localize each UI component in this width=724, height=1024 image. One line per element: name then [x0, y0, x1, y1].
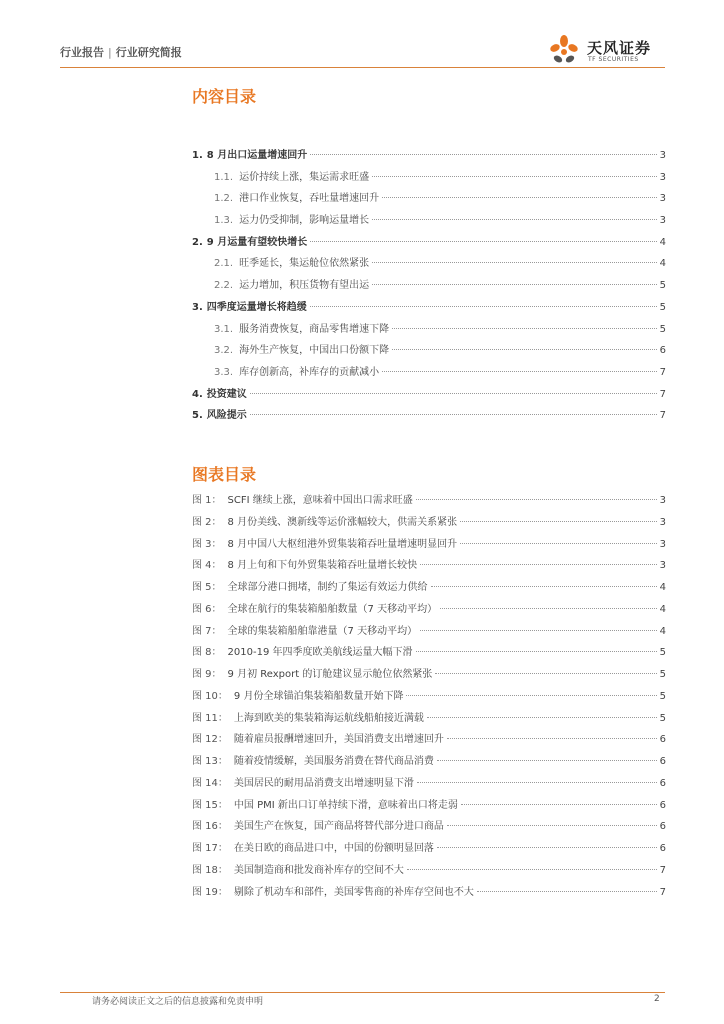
figure-page: 6: [659, 777, 666, 789]
table-of-contents: [192, 146, 666, 428]
toc-entry-number: 3.: [192, 301, 203, 313]
toc-entry-title: 风险提示: [206, 410, 247, 422]
toc-leader-dots: [372, 262, 657, 263]
figure-entry[interactable]: [192, 665, 666, 687]
figure-entry[interactable]: [192, 752, 666, 774]
figure-caption: 随着雇员报酬增速回升，美国消费支出增速回升: [233, 734, 444, 746]
toc-entry-page: 5: [659, 323, 666, 335]
toc-leader-dots: [392, 328, 657, 329]
figure-leader-dots: [431, 586, 657, 587]
toc-heading: 内容目录: [192, 87, 257, 106]
figure-entry[interactable]: [192, 839, 666, 861]
figure-number: 图 12：: [192, 734, 228, 746]
figure-caption: 美国生产在恢复，国产商品将替代部分进口商品: [233, 821, 444, 833]
figure-caption: 8 月中国八大枢纽港外贸集装箱吞吐量增速明显回升: [227, 538, 458, 550]
figure-caption: 全球的集装箱船舶靠港量（7 天移动平均）: [227, 625, 418, 637]
toc-entry-page: 5: [659, 280, 666, 292]
figures-heading: 图表目录: [192, 465, 257, 484]
figure-leader-dots: [427, 717, 657, 718]
figure-number: 图 11：: [192, 712, 228, 724]
toc-entry-title: 服务消费恢复，商品零售增速下降: [239, 323, 390, 335]
toc-entry-title: 9 月运量有望较快增长: [206, 236, 308, 248]
toc-entry-title: 库存创新高，补库存的贡献减小: [239, 366, 380, 378]
figure-number: 图 15：: [192, 799, 228, 811]
figure-number: 图 1：: [192, 495, 222, 506]
toc-entry-page: 3: [659, 171, 666, 183]
toc-entry-number: 5.: [192, 410, 203, 422]
toc-entry-number: 2.: [192, 236, 203, 248]
figure-page: 5: [659, 647, 666, 659]
figure-page: 6: [659, 821, 666, 833]
figure-page: 6: [659, 843, 666, 854]
toc-entry-number: 1.3.: [214, 215, 234, 227]
toc-entry-title: 运力仍受抑制，影响运量增长: [239, 215, 370, 227]
figure-entry[interactable]: [192, 861, 666, 883]
figure-number: 图 17：: [192, 843, 228, 854]
figure-page: 6: [659, 734, 666, 746]
figure-leader-dots: [416, 499, 657, 500]
toc-subsection-entry[interactable]: [192, 211, 666, 233]
toc-entry-page: 3: [659, 150, 666, 161]
figure-page: 4: [659, 582, 666, 593]
figure-entry[interactable]: [192, 817, 666, 839]
figure-leader-dots: [460, 521, 657, 522]
figure-entry[interactable]: [192, 709, 666, 731]
toc-section-entry[interactable]: [192, 385, 666, 407]
page-number: 2: [654, 994, 660, 1004]
toc-entry-page: 3: [659, 193, 666, 205]
figure-leader-dots: [417, 782, 657, 783]
figure-number: 图 5：: [192, 582, 222, 593]
figure-leader-dots: [447, 738, 657, 739]
toc-leader-dots: [372, 219, 657, 220]
toc-section-entry[interactable]: [192, 298, 666, 320]
figure-leader-dots: [435, 673, 656, 674]
figure-page: 4: [659, 603, 666, 615]
figure-number: 图 2：: [192, 516, 222, 528]
toc-leader-dots: [392, 349, 657, 350]
figure-leader-dots: [437, 847, 657, 848]
figure-caption: 上海到欧美的集装箱海运航线船舶接近满载: [233, 712, 424, 724]
figure-leader-dots: [420, 630, 657, 631]
figure-caption: 在美日欧的商品进口中，中国的份额明显回落: [233, 843, 434, 854]
figure-entry[interactable]: [192, 556, 666, 578]
toc-entry-page: 4: [659, 236, 666, 248]
toc-leader-dots: [372, 284, 657, 285]
figure-entry[interactable]: [192, 643, 666, 665]
figure-number: 图 10：: [192, 690, 228, 702]
figure-page: 3: [659, 516, 666, 528]
toc-leader-dots: [310, 154, 656, 155]
toc-entry-title: 8 月出口运量增速回升: [206, 150, 308, 161]
figure-caption: 9 月份全球锚泊集装箱船数量开始下降: [233, 690, 404, 702]
toc-entry-title: 海外生产恢复，中国出口份额下降: [239, 345, 390, 357]
footer-disclaimer: 请务必阅读正文之后的信息披露和免责申明: [92, 997, 264, 1007]
logo-flower-icon: [547, 34, 581, 68]
toc-entry-page: 4: [659, 258, 666, 270]
figure-page: 6: [659, 799, 666, 811]
figure-entry[interactable]: [192, 796, 666, 818]
toc-entry-number: 3.3.: [214, 366, 234, 378]
figure-page: 4: [659, 625, 666, 637]
toc-entry-page: 7: [659, 388, 666, 400]
toc-entry-number: 3.1.: [214, 323, 234, 335]
toc-leader-dots: [250, 393, 657, 394]
figure-entry[interactable]: [192, 730, 666, 752]
toc-leader-dots: [382, 197, 657, 198]
figure-entry[interactable]: [192, 622, 666, 644]
figure-caption: 全球在航行的集装箱船舶数量（7 天移动平均）: [227, 603, 438, 615]
figure-number: 图 14：: [192, 777, 228, 789]
figure-entry[interactable]: [192, 535, 666, 557]
figure-page: 5: [659, 669, 666, 680]
figure-caption: SCFI 继续上涨，意味着中国出口需求旺盛: [227, 495, 413, 506]
toc-subsection-entry[interactable]: [192, 320, 666, 342]
figure-page: 5: [659, 690, 666, 702]
figure-number: 图 6：: [192, 603, 222, 615]
logo-name-cn: 天风证券: [587, 39, 652, 57]
report-type-label: [60, 44, 182, 60]
figure-caption: 8 月份美线、澳新线等运价涨幅较大，供需关系紧张: [227, 516, 458, 528]
toc-entry-page: 7: [659, 366, 666, 378]
figure-caption: 中国 PMI 新出口订单持续下滑，意味着出口将走弱: [233, 799, 458, 811]
toc-subsection-entry[interactable]: [192, 363, 666, 385]
figure-number: 图 8：: [192, 647, 222, 659]
figure-caption: 随着疫情缓解，美国服务消费在替代商品消费: [233, 756, 434, 767]
toc-subsection-entry[interactable]: [192, 254, 666, 276]
toc-leader-dots: [382, 371, 657, 372]
toc-leader-dots: [250, 414, 657, 415]
toc-entry-number: 1.2.: [214, 193, 234, 205]
toc-leader-dots: [372, 176, 657, 177]
figure-number: 图 19：: [192, 886, 228, 898]
toc-entry-number: 3.2.: [214, 345, 234, 357]
toc-entry-title: 港口作业恢复，吞吐量增速回升: [239, 193, 380, 205]
toc-subsection-entry[interactable]: [192, 276, 666, 298]
toc-entry-page: 3: [659, 215, 666, 227]
footer-divider: [60, 992, 665, 993]
toc-entry-number: 1.1.: [214, 171, 234, 183]
toc-entry-title: 运力增加，积压货物有望出运: [239, 280, 370, 292]
toc-subsection-entry[interactable]: [192, 341, 666, 363]
figure-page: 3: [659, 538, 666, 550]
figure-number: 图 16：: [192, 821, 228, 833]
company-logo: [547, 34, 665, 68]
toc-entry-title: 旺季延长，集运舱位依然紧张: [239, 258, 370, 270]
figure-caption: 美国居民的耐用品消费支出增速明显下滑: [233, 777, 414, 789]
figure-number: 图 4：: [192, 560, 222, 572]
toc-entry-page: 7: [659, 410, 666, 422]
toc-section-entry[interactable]: [192, 146, 666, 168]
toc-subsection-entry[interactable]: [192, 189, 666, 211]
figure-entry[interactable]: [192, 687, 666, 709]
figure-entry[interactable]: [192, 883, 666, 905]
figure-leader-dots: [437, 760, 657, 761]
figure-leader-dots: [420, 564, 657, 565]
toc-entry-page: 6: [659, 345, 666, 357]
toc-entry-number: 2.1.: [214, 258, 234, 270]
figure-caption: 美国制造商和批发商补库存的空间不大: [233, 864, 404, 876]
figure-caption: 9 月初 Rexport 的订舱建议显示舱位依然紧张: [227, 669, 433, 680]
report-subcategory: 行业研究简报: [115, 46, 182, 59]
figure-page: 7: [659, 886, 666, 898]
toc-section-entry[interactable]: [192, 406, 666, 428]
figure-leader-dots: [416, 651, 657, 652]
figure-leader-dots: [460, 543, 657, 544]
figure-entry[interactable]: [192, 491, 666, 513]
toc-entry-title: 运价持续上涨，集运需求旺盛: [239, 171, 370, 183]
figure-leader-dots: [406, 695, 656, 696]
figure-leader-dots: [447, 825, 657, 826]
toc-leader-dots: [310, 241, 656, 242]
header-divider: [60, 67, 665, 68]
header-separator: |: [108, 46, 112, 59]
figure-entry[interactable]: [192, 513, 666, 535]
figure-caption: 剔除了机动车和部件，美国零售商的补库存空间也不大: [233, 886, 474, 898]
figure-caption: 8 月上旬和下旬外贸集装箱吞吐量增长较快: [227, 560, 418, 572]
figure-caption: 全球部分港口拥堵，制约了集运有效运力供给: [227, 582, 428, 593]
toc-entry-title: 投资建议: [206, 388, 247, 400]
figure-page: 6: [659, 756, 666, 767]
figure-leader-dots: [477, 891, 657, 892]
figure-leader-dots: [440, 608, 657, 609]
toc-leader-dots: [310, 306, 657, 307]
toc-entry-number: 2.2.: [214, 280, 234, 292]
list-of-figures: [192, 491, 666, 904]
toc-entry-page: 5: [659, 301, 666, 313]
toc-entry-title: 四季度运量增长将趋缓: [206, 301, 307, 313]
toc-entry-number: 4.: [192, 388, 203, 400]
figure-number: 图 7：: [192, 625, 222, 637]
figure-entry[interactable]: [192, 774, 666, 796]
figure-number: 图 18：: [192, 864, 228, 876]
figure-entry[interactable]: [192, 578, 666, 600]
figure-entry[interactable]: [192, 600, 666, 622]
figure-page: 7: [659, 864, 666, 876]
figure-number: 图 3：: [192, 538, 222, 550]
figure-leader-dots: [461, 804, 657, 805]
figure-page: 3: [659, 560, 666, 572]
logo-name-en: TF SECURITIES: [588, 56, 639, 63]
figure-number: 图 9：: [192, 669, 222, 680]
figure-page: 3: [659, 495, 666, 506]
figure-caption: 2010-19 年四季度欧美航线运量大幅下滑: [227, 647, 413, 659]
report-category: 行业报告: [60, 46, 104, 59]
figure-number: 图 13：: [192, 756, 228, 767]
toc-subsection-entry[interactable]: [192, 168, 666, 190]
figure-page: 5: [659, 712, 666, 724]
toc-section-entry[interactable]: [192, 233, 666, 255]
figure-leader-dots: [407, 869, 657, 870]
page-header: [60, 40, 665, 70]
toc-entry-number: 1.: [192, 150, 203, 161]
